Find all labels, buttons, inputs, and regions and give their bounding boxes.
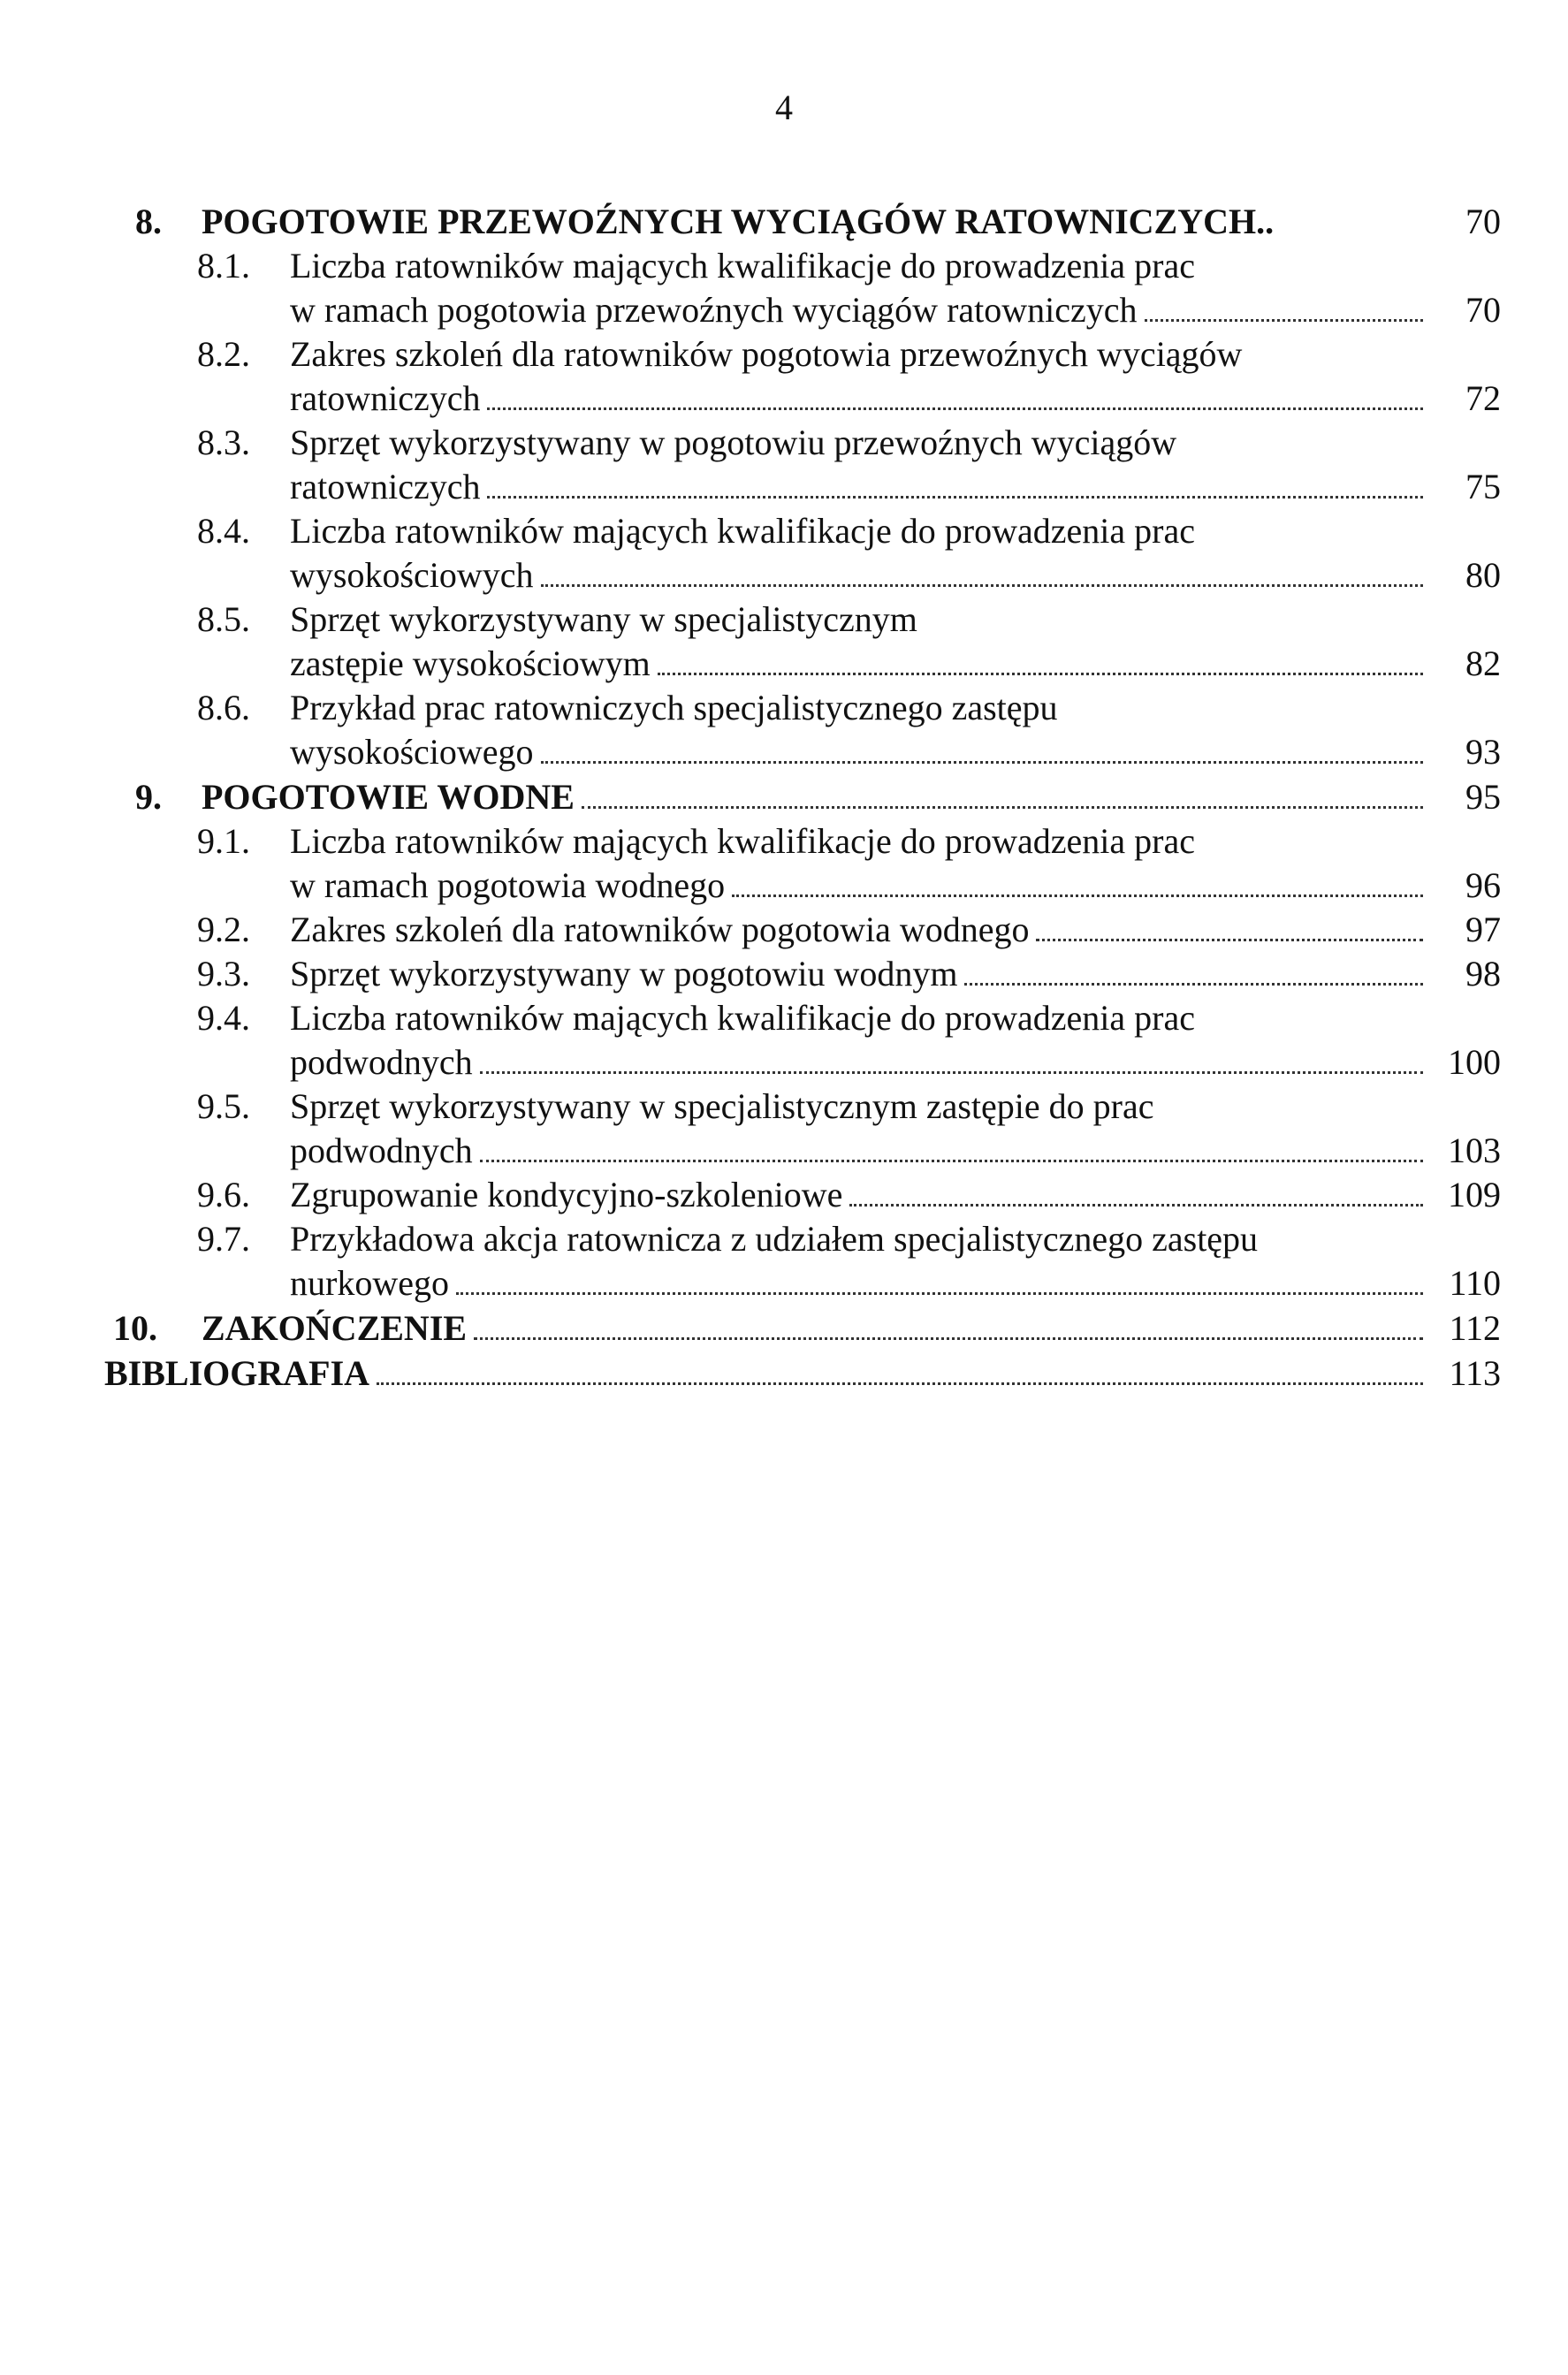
toc-page-number: 95 xyxy=(1465,777,1501,817)
toc-entry-text-area xyxy=(290,332,1501,377)
toc-entry-text-area xyxy=(290,1217,1501,1261)
toc-entry-text-area xyxy=(290,377,1501,421)
toc-leader-dots xyxy=(1145,318,1423,322)
toc-entry-title: Przykład prac ratowniczych specjalistycznego zastępu xyxy=(290,688,1058,727)
toc-entry-number: 8. xyxy=(135,202,162,241)
toc-entry-text-area xyxy=(290,952,1501,996)
toc-entry-s83-line-2 xyxy=(104,465,1501,509)
toc-entry-title: POGOTOWIE PRZEWOŹNYCH WYCIĄGÓW RATOWNICZYCH.. xyxy=(202,202,1275,241)
toc-entry-title: Zgrupowanie kondycyjno-szkoleniowe xyxy=(290,1175,843,1214)
toc-entry-number: 9.6. xyxy=(197,1175,250,1214)
toc-page-number: 96 xyxy=(1465,865,1501,905)
toc-entry-title: Liczba ratowników mających kwalifikacje do prowadzenia prac xyxy=(290,998,1195,1038)
toc-page-number: 97 xyxy=(1465,910,1501,949)
toc-page-number: 93 xyxy=(1465,732,1501,772)
toc-entry-number: 8.5. xyxy=(197,599,250,639)
toc-entry-text-area xyxy=(290,730,1501,774)
toc-entry-number: 8.1. xyxy=(197,246,250,285)
toc-entry-title: Liczba ratowników mających kwalifikacje do prowadzenia prac xyxy=(290,821,1195,861)
toc-entry-text-area xyxy=(290,553,1501,598)
toc-entry-number: 8.6. xyxy=(197,688,250,727)
toc-entry-title: ratowniczych xyxy=(290,467,481,506)
toc-entry-title: Sprzęt wykorzystywany w specjalistycznym xyxy=(290,599,917,639)
toc-entry-s97-line-2 xyxy=(104,1261,1501,1305)
toc-entry-ch9 xyxy=(104,774,1501,819)
toc-page-number: 72 xyxy=(1465,378,1501,418)
toc-entry-number: 8.3. xyxy=(197,422,250,462)
toc-entry-title: Liczba ratowników mających kwalifikacje do prowadzenia prac xyxy=(290,511,1195,551)
toc-entry-number: 9.3. xyxy=(197,954,250,993)
toc-page-number: 109 xyxy=(1448,1175,1501,1214)
toc-entry-title: Zakres szkoleń dla ratowników pogotowia przewoźnych wyciągów xyxy=(290,334,1243,374)
toc-entry-s83-line-1 xyxy=(104,421,1501,465)
toc-entry-title: podwodnych xyxy=(290,1042,473,1082)
toc-entry-title: wysokościowego xyxy=(290,732,534,772)
toc-entry-title: wysokościowych xyxy=(290,555,534,595)
toc-page-number: 70 xyxy=(1465,202,1501,241)
toc-page-number: 98 xyxy=(1465,954,1501,993)
toc-leader-dots xyxy=(541,760,1423,764)
toc-page-number: 70 xyxy=(1465,290,1501,330)
toc-entry-text-area xyxy=(290,1085,1501,1129)
toc-entry-s92 xyxy=(104,908,1501,952)
toc-entry-s86-line-1 xyxy=(104,686,1501,730)
toc-page-number: 103 xyxy=(1448,1130,1501,1170)
toc-page-number: 113 xyxy=(1449,1353,1501,1393)
toc-entry-s85-line-1 xyxy=(104,598,1501,642)
toc-leader-dots xyxy=(849,1203,1423,1207)
toc-entry-text-area xyxy=(290,686,1501,730)
page-number: 4 xyxy=(775,88,793,127)
toc-entry-text-area xyxy=(290,509,1501,553)
toc-leader-dots xyxy=(658,672,1423,675)
toc-entry-s96 xyxy=(104,1173,1501,1217)
toc-leader-dots xyxy=(456,1291,1423,1295)
toc-entry-s91-line-2 xyxy=(104,864,1501,908)
toc-entry-title: w ramach pogotowia przewoźnych wyciągów ratowniczych xyxy=(290,290,1138,330)
toc-page-number: 82 xyxy=(1465,643,1501,683)
toc-entry-text-area xyxy=(290,996,1501,1040)
toc-entry-s94-line-1 xyxy=(104,996,1501,1040)
toc-entry-number: 9. xyxy=(135,777,162,817)
toc-entry-text-area xyxy=(290,864,1501,908)
toc-entry-title: nurkowego xyxy=(290,1263,449,1303)
toc-entry-title: Sprzęt wykorzystywany w pogotowiu przewoźnych wyciągów xyxy=(290,422,1177,462)
toc-entry-text-area xyxy=(290,244,1501,288)
toc-entry-title: zastępie wysokościowym xyxy=(290,643,651,683)
toc-leader-dots xyxy=(732,894,1423,897)
toc-entry-s82-line-2 xyxy=(104,377,1501,421)
toc-entry-number: 9.1. xyxy=(197,821,250,861)
toc-entry-s97-line-1 xyxy=(104,1217,1501,1261)
toc-entry-text-area xyxy=(290,1040,1501,1085)
toc-leader-dots xyxy=(1281,232,1423,233)
toc-entry-title: Przykładowa akcja ratownicza z udziałem specjalistycznego zastępu xyxy=(290,1219,1259,1259)
table-of-contents xyxy=(104,199,1501,1396)
toc-entry-s91-line-1 xyxy=(104,819,1501,864)
toc-entry-s93 xyxy=(104,952,1501,996)
toc-leader-dots xyxy=(487,495,1423,499)
toc-entry-title: Sprzęt wykorzystywany w pogotowiu wodnym xyxy=(290,954,958,993)
toc-entry-title: BIBLIOGRAFIA xyxy=(104,1353,370,1393)
toc-entry-number: 8.4. xyxy=(197,511,250,551)
toc-entry-text-area xyxy=(104,1351,1501,1396)
toc-entry-s84-line-2 xyxy=(104,553,1501,598)
toc-entry-number: 10. xyxy=(113,1308,157,1348)
toc-entry-text-area xyxy=(202,1305,1501,1351)
toc-leader-dots xyxy=(582,805,1423,809)
toc-entry-text-area xyxy=(290,288,1501,332)
toc-entry-s82-line-1 xyxy=(104,332,1501,377)
toc-leader-dots xyxy=(480,1070,1423,1074)
toc-entry-bib xyxy=(104,1351,1501,1396)
toc-page-number: 75 xyxy=(1465,467,1501,506)
toc-entry-text-area xyxy=(290,421,1501,465)
toc-entry-number: 8.2. xyxy=(197,334,250,374)
toc-entry-text-area xyxy=(202,199,1501,244)
toc-entry-number: 9.2. xyxy=(197,910,250,949)
toc-page-number: 112 xyxy=(1449,1308,1501,1348)
toc-entry-s94-line-2 xyxy=(104,1040,1501,1085)
toc-entry-s81-line-1 xyxy=(104,244,1501,288)
toc-entry-s95-line-2 xyxy=(104,1129,1501,1173)
toc-entry-title: podwodnych xyxy=(290,1130,473,1170)
toc-leader-dots xyxy=(964,982,1423,986)
toc-entry-number: 9.7. xyxy=(197,1219,250,1259)
toc-entry-s84-line-1 xyxy=(104,509,1501,553)
toc-entry-s86-line-2 xyxy=(104,730,1501,774)
toc-entry-text-area xyxy=(290,1173,1501,1217)
toc-entry-s85-line-2 xyxy=(104,642,1501,686)
toc-page-number: 80 xyxy=(1465,555,1501,595)
toc-entry-title: Sprzęt wykorzystywany w specjalistycznym zastępie do prac xyxy=(290,1086,1154,1126)
toc-entry-ch10 xyxy=(104,1305,1501,1351)
toc-entry-title: POGOTOWIE WODNE xyxy=(202,777,575,817)
toc-leader-dots xyxy=(480,1159,1423,1162)
toc-entry-title: ratowniczych xyxy=(290,378,481,418)
toc-entry-number: 9.5. xyxy=(197,1086,250,1126)
toc-leader-dots xyxy=(487,407,1423,410)
toc-page-number: 100 xyxy=(1448,1042,1501,1082)
toc-entry-title: ZAKOŃCZENIE xyxy=(202,1308,468,1348)
toc-leader-dots xyxy=(541,583,1423,587)
toc-entry-s95-line-1 xyxy=(104,1085,1501,1129)
toc-entry-text-area xyxy=(290,908,1501,952)
toc-entry-title: w ramach pogotowia wodnego xyxy=(290,865,726,905)
toc-entry-text-area xyxy=(290,1261,1501,1305)
toc-entry-text-area xyxy=(290,819,1501,864)
toc-entry-text-area xyxy=(290,1129,1501,1173)
toc-entry-ch8 xyxy=(104,199,1501,244)
toc-leader-dots xyxy=(474,1336,1423,1340)
toc-entry-text-area xyxy=(290,598,1501,642)
toc-leader-dots xyxy=(1036,938,1423,941)
toc-leader-dots xyxy=(377,1382,1423,1385)
toc-entry-text-area xyxy=(290,465,1501,509)
toc-entry-number: 9.4. xyxy=(197,998,250,1038)
toc-page-number: 110 xyxy=(1449,1263,1501,1303)
toc-entry-text-area xyxy=(202,774,1501,819)
toc-entry-title: Liczba ratowników mających kwalifikacje do prowadzenia prac xyxy=(290,246,1195,285)
toc-entry-s81-line-2 xyxy=(104,288,1501,332)
toc-entry-title: Zakres szkoleń dla ratowników pogotowia wodnego xyxy=(290,910,1030,949)
toc-entry-text-area xyxy=(290,642,1501,686)
